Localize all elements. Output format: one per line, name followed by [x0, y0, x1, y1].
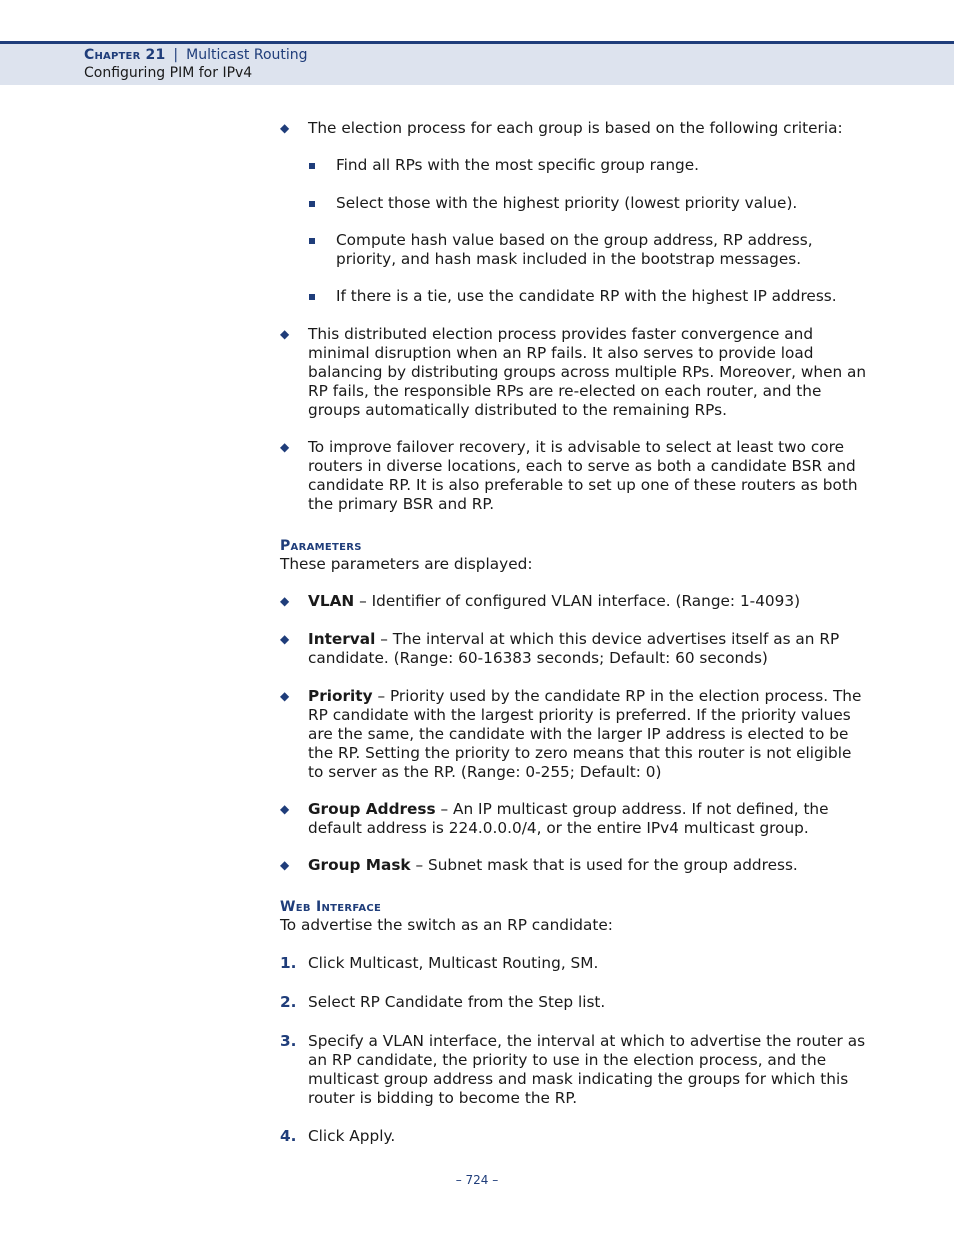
chapter-line — [84, 47, 308, 63]
bullet-text: To improve failover recovery, it is advisable to select at least two core routers in diverse locations, each to serve as both a candidate BSR and candidate RP. It is also preferable to set up one of these routers as both the primary BSR and RP. — [308, 438, 858, 513]
diamond-bullet-icon: ◆ — [280, 594, 290, 608]
step-item — [280, 1127, 870, 1146]
square-bullet-icon — [309, 201, 315, 207]
page-number: – 724 – — [455, 1173, 499, 1187]
bullet-text: This distributed election process provides faster convergence and minimal disruption when an RP fails. It also serves to provide load balancing by distributing groups across multiple RPs. Moreover, when an RP fails, the responsible RPs are re-elected on each router, and the groups automatically distributed to the remaining RPs. — [308, 325, 867, 419]
sub-item — [280, 231, 870, 269]
diamond-bullet-icon: ◆ — [280, 689, 290, 703]
diamond-bullet-icon: ◆ — [280, 858, 290, 872]
sub-item — [280, 287, 870, 306]
param-interval — [280, 630, 870, 668]
step-item — [280, 954, 870, 973]
diamond-bullet-icon: ◆ — [280, 632, 290, 646]
bullet-text: The election process for each group is based on the following criteria: — [308, 119, 843, 137]
param-term: Interval — [308, 630, 376, 648]
sub-item-text: If there is a tie, use the candidate RP with the highest IP address. — [336, 287, 837, 305]
parameters-intro: These parameters are displayed: — [280, 555, 533, 573]
step-number: 1. — [280, 954, 297, 972]
param-desc: – An IP multicast group address. If not defined, the default address is 224.0.0.0/4, or the entire IPv4 multicast group. — [308, 800, 829, 837]
param-group-mask — [280, 856, 870, 875]
param-term: Group Address — [308, 800, 436, 818]
chapter-number: Chapter 21 — [84, 47, 166, 63]
step-number: 2. — [280, 993, 297, 1011]
param-desc: – Priority used by the candidate RP in the election process. The RP candidate with the largest priority is preferred. If the priority values are the same, the candidate with the larger IP address is elected to be the RP. Setting the priority to zero means that this router is not eligible to server as the RP. (Range: 0-255; Default: 0) — [308, 687, 862, 781]
param-desc: – Subnet mask that is used for the group address. — [410, 856, 798, 874]
section-title: Configuring PIM for IPv4 — [84, 65, 253, 81]
param-term: Group Mask — [308, 856, 411, 874]
sub-item-text: Compute hash value based on the group address, RP address, priority, and hash mask included in the bootstrap messages. — [336, 231, 813, 268]
step-text: Click Apply. — [308, 1127, 396, 1145]
page-header — [0, 41, 954, 85]
square-bullet-icon — [309, 238, 315, 244]
header-separator: | — [173, 47, 179, 63]
param-vlan — [280, 592, 870, 611]
page-content — [280, 119, 870, 1146]
square-bullet-icon — [309, 294, 315, 300]
param-term: VLAN — [308, 592, 355, 610]
param-group-address — [280, 800, 870, 838]
step-item — [280, 993, 870, 1012]
web-interface-heading: Web Interface — [280, 899, 382, 915]
sub-item — [280, 156, 870, 175]
sub-item — [280, 194, 870, 213]
param-priority — [280, 687, 870, 782]
param-term: Priority — [308, 687, 373, 705]
step-number: 3. — [280, 1032, 297, 1050]
param-desc: – Identifier of configured VLAN interface. (Range: 1-4093) — [354, 592, 801, 610]
sub-item-text: Find all RPs with the most specific group range. — [336, 156, 700, 174]
web-interface-intro: To advertise the switch as an RP candidate: — [280, 916, 613, 934]
diamond-bullet-icon: ◆ — [280, 440, 290, 454]
diamond-bullet-icon: ◆ — [280, 121, 290, 135]
bullet-failover-recovery — [280, 438, 870, 514]
step-text: Click Multicast, Multicast Routing, SM. — [308, 954, 599, 972]
bullet-election-criteria — [280, 119, 870, 138]
diamond-bullet-icon: ◆ — [280, 802, 290, 816]
chapter-title: Multicast Routing — [186, 47, 308, 63]
step-text: Specify a VLAN interface, the interval at which to advertise the router as an RP candidate, the priority to use in the election process, and the multicast group address and mask indicating the groups for which this router is bidding to become the RP. — [308, 1032, 866, 1107]
param-desc: – The interval at which this device advertises itself as an RP candidate. (Range: 60-16383 seconds; Default: 60 seconds) — [308, 630, 840, 667]
parameters-heading: Parameters — [280, 538, 362, 554]
step-item — [280, 1032, 870, 1108]
square-bullet-icon — [309, 163, 315, 169]
bullet-distributed-election — [280, 325, 870, 420]
diamond-bullet-icon: ◆ — [280, 327, 290, 341]
step-text: Select RP Candidate from the Step list. — [308, 993, 606, 1011]
sub-item-text: Select those with the highest priority (lowest priority value). — [336, 194, 798, 212]
step-number: 4. — [280, 1127, 297, 1145]
